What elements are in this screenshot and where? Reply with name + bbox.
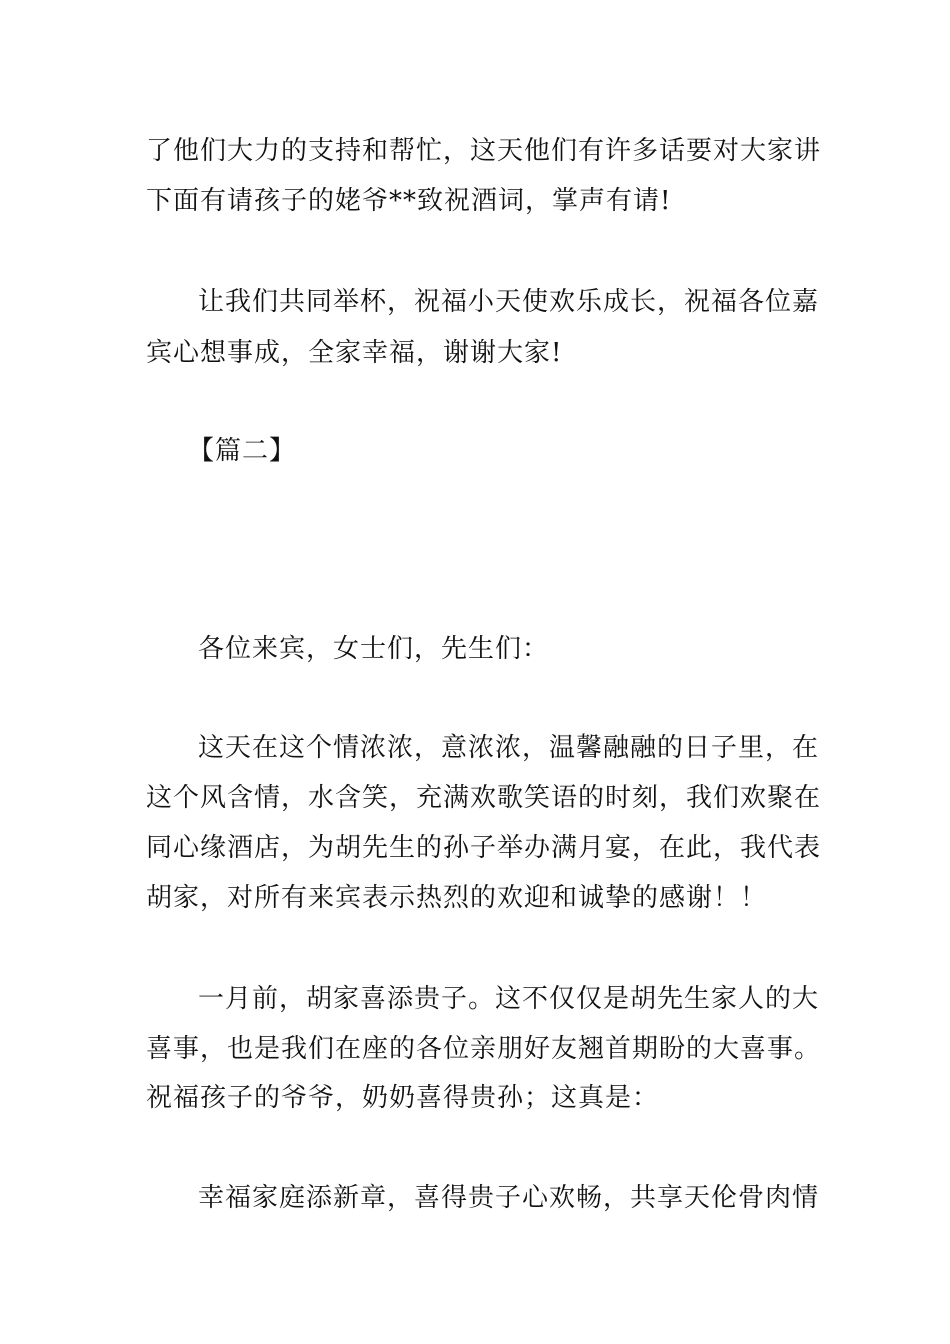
- paragraph-line: 下面有请孩子的姥爷**致祝酒词，掌声有请!: [146, 186, 672, 216]
- paragraph-line: 喜事，也是我们在座的各位亲朋好友翘首期盼的大喜事。: [146, 1034, 822, 1064]
- paragraph-line: 了他们大力的支持和帮忙，这天他们有许多话要对大家讲: [146, 136, 822, 166]
- section-heading: 【篇二】: [188, 436, 297, 466]
- paragraph-line: 这个风含情，水含笑，充满欢歌笑语的时刻，我们欢聚在: [146, 783, 822, 813]
- paragraph-line: 幸福家庭添新章，喜得贵子心欢畅，共享天伦骨肉情: [198, 1183, 820, 1213]
- paragraph-line: 祝福孩子的爷爷，奶奶喜得贵孙；这真是：: [146, 1083, 660, 1113]
- paragraph-line: 胡家，对所有来宾表示热烈的欢迎和诚挚的感谢！！: [146, 883, 768, 913]
- paragraph-line: 一月前，胡家喜添贵子。这不仅仅是胡先生家人的大: [198, 984, 820, 1014]
- paragraph-line: 让我们共同举杯，祝福小天使欢乐成长，祝福各位嘉: [198, 287, 820, 317]
- salutation-line: 各位来宾，女士们，先生们：: [198, 634, 550, 664]
- paragraph-line: 同心缘酒店，为胡先生的孙子举办满月宴，在此，我代表: [146, 833, 822, 863]
- paragraph-line: 这天在这个情浓浓，意浓浓，温馨融融的日子里，在: [198, 733, 820, 763]
- paragraph-line: 宾心想事成，全家幸福，谢谢大家!: [146, 338, 563, 368]
